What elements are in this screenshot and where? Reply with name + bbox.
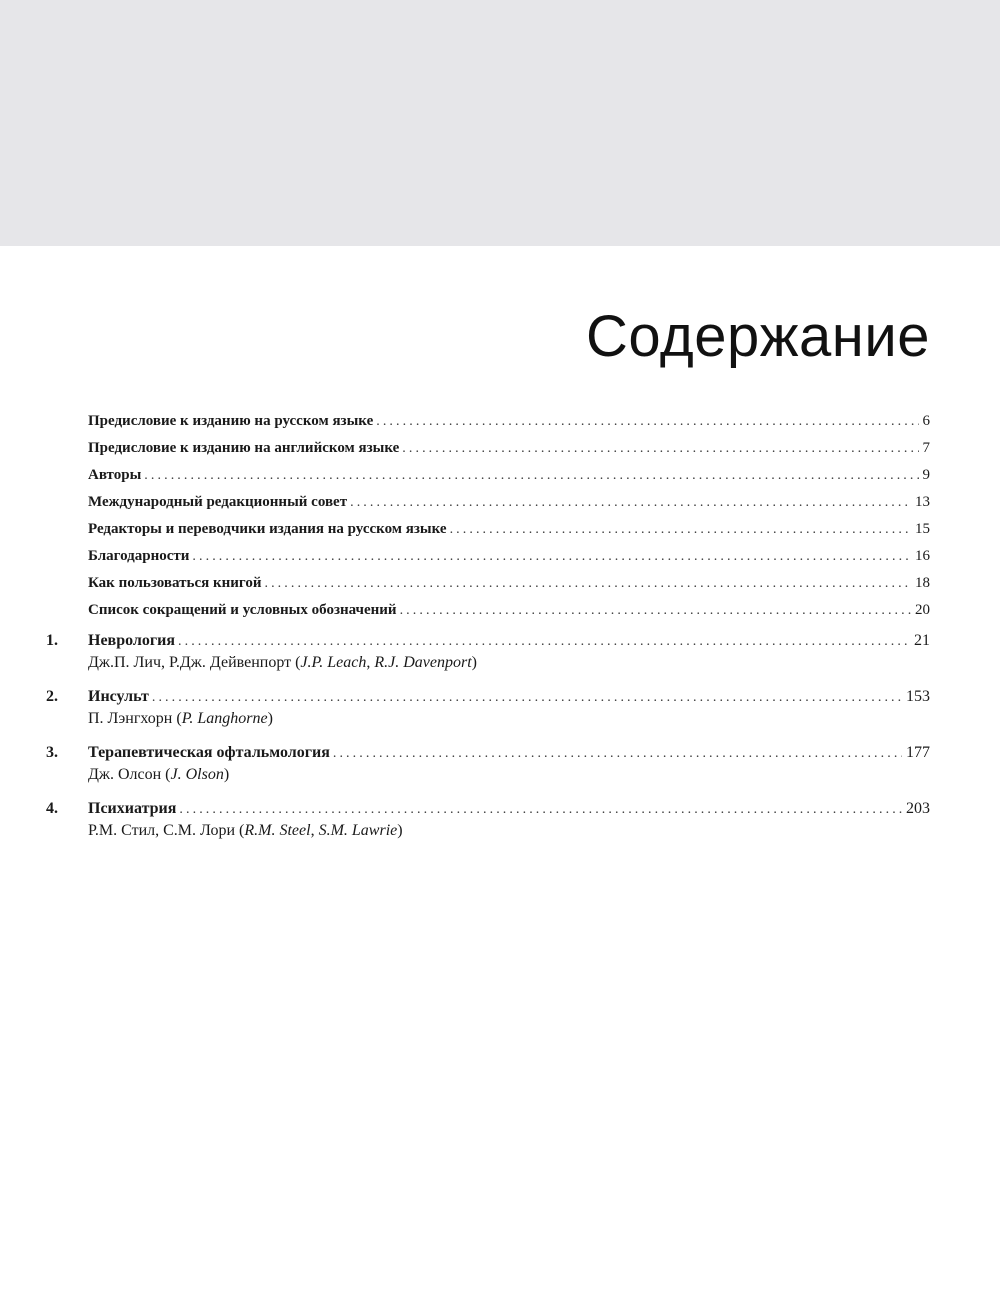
dot-leader xyxy=(333,743,902,765)
dot-leader xyxy=(264,573,911,595)
chapter-title: Терапевтическая офтальмология xyxy=(88,744,330,761)
author-en: R.M. Steel xyxy=(244,822,311,839)
chapter-authors: П. Лэнгхорн (P. Langhorne) xyxy=(88,710,273,727)
chapter-page-number: 203 xyxy=(906,800,930,817)
chapter-title: Инсульт xyxy=(88,688,149,705)
dot-leader xyxy=(178,631,910,653)
chapter-number: 4. xyxy=(46,800,58,817)
chapter-page-number: 177 xyxy=(906,744,930,761)
author-en: P. Langhorne xyxy=(181,710,268,727)
toc-entry-title: Предисловие к изданию на английском языке xyxy=(88,440,400,456)
toc-page-number: 7 xyxy=(922,440,930,456)
toc-page-number: 15 xyxy=(915,521,930,537)
toc-entry-title: Список сокращений и условных обозначений xyxy=(88,602,397,618)
header-band xyxy=(0,0,1000,246)
toc-entry[interactable] xyxy=(88,572,930,594)
toc-entry[interactable] xyxy=(88,599,930,621)
toc-page-number: 18 xyxy=(915,575,930,591)
chapter-title: Психиатрия xyxy=(88,800,177,817)
dot-leader xyxy=(350,492,911,514)
chapter-number: 3. xyxy=(46,744,58,761)
toc-entry[interactable] xyxy=(88,410,930,432)
page-title: Содержание xyxy=(586,304,930,369)
dot-leader xyxy=(376,411,918,433)
chapter-entry[interactable] xyxy=(46,630,930,674)
toc-entry[interactable] xyxy=(88,464,930,486)
dot-leader xyxy=(179,799,902,821)
chapter-authors: Р.М. Стил, С.М. Лори (R.M. Steel, S.M. Lawrie) xyxy=(88,822,403,839)
chapter-number: 2. xyxy=(46,688,58,705)
toc-entry[interactable] xyxy=(88,518,930,540)
dot-leader xyxy=(400,600,911,622)
author-en: R.J. Davenport xyxy=(374,654,472,671)
authors-ru: П. Лэнгхорн xyxy=(88,710,173,727)
toc-entry-title: Авторы xyxy=(88,467,142,483)
toc-entry[interactable] xyxy=(88,437,930,459)
toc-page-number: 13 xyxy=(915,494,930,510)
dot-leader xyxy=(450,519,911,541)
chapter-number: 1. xyxy=(46,632,58,649)
toc-entry-title: Международный редакционный совет xyxy=(88,494,348,510)
toc-page-number: 9 xyxy=(922,467,930,483)
toc-page-number: 20 xyxy=(915,602,930,618)
chapter-entry[interactable] xyxy=(46,798,930,842)
toc-page-number: 6 xyxy=(922,413,930,429)
author-en: J. Olson xyxy=(170,766,224,783)
author-en: S.M. Lawrie xyxy=(318,822,398,839)
chapter-page-number: 153 xyxy=(906,688,930,705)
chapter-entry[interactable] xyxy=(46,742,930,786)
dot-leader xyxy=(152,687,902,709)
toc-entry[interactable] xyxy=(88,491,930,513)
authors-ru: Р.М. Стил, С.М. Лори xyxy=(88,822,236,839)
chapter-authors: Дж. Олсон (J. Olson) xyxy=(88,766,230,783)
author-en: J.P. Leach xyxy=(300,654,367,671)
dot-leader xyxy=(402,438,918,460)
toc-entry-title: Как пользоваться книгой xyxy=(88,575,262,591)
dot-leader xyxy=(144,465,918,487)
chapter-page-number: 21 xyxy=(914,632,930,649)
chapter-title: Неврология xyxy=(88,632,175,649)
toc-entry-title: Благодарности xyxy=(88,548,190,564)
toc-entry[interactable] xyxy=(88,545,930,567)
dot-leader xyxy=(192,546,911,568)
authors-ru: Дж. Олсон xyxy=(88,766,162,783)
authors-ru: Дж.П. Лич, Р.Дж. Дейвенпорт xyxy=(88,654,292,671)
chapter-entry[interactable] xyxy=(46,686,930,730)
chapter-authors: Дж.П. Лич, Р.Дж. Дейвенпорт (J.P. Leach, R.J. Davenport) xyxy=(88,654,477,671)
toc-entry-title: Предисловие к изданию на русском языке xyxy=(88,413,374,429)
toc-page-number: 16 xyxy=(915,548,930,564)
toc-entry-title: Редакторы и переводчики издания на русском языке xyxy=(88,521,447,537)
